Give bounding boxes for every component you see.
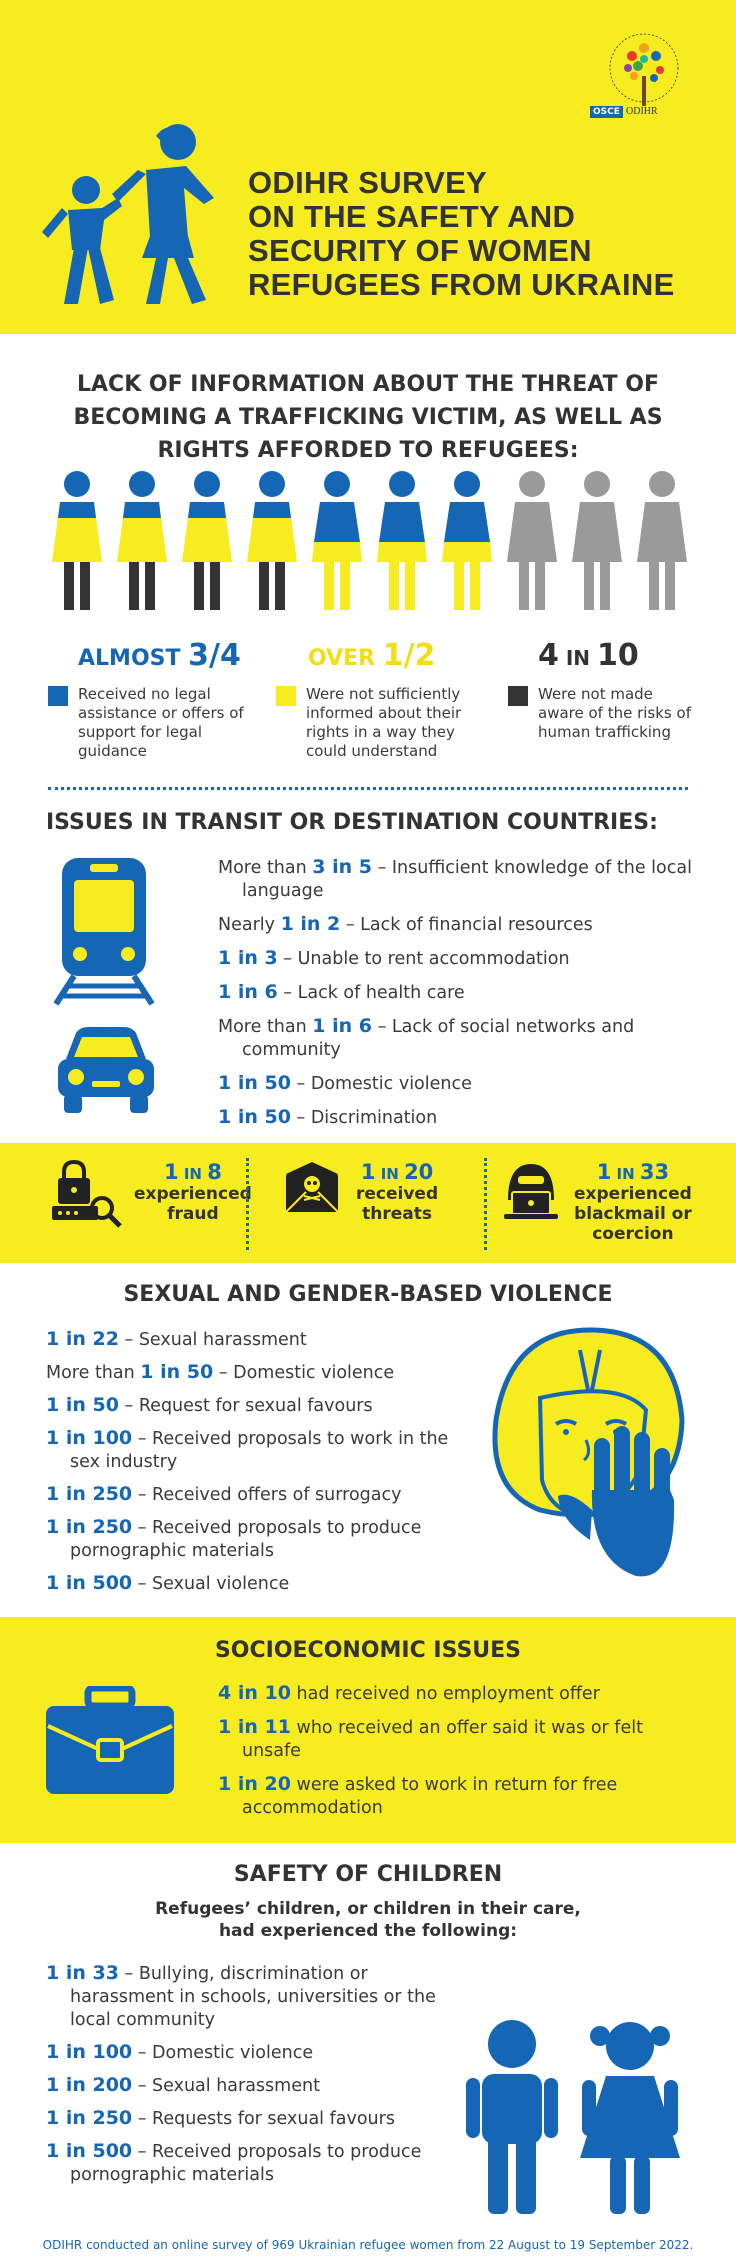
threat-envelope-icon [284, 1160, 340, 1216]
item-text: were asked to work in return for free accommodation [242, 1775, 618, 1818]
stat-description: Were not sufficiently informed about their rights in a way they could understand [306, 685, 462, 760]
woman-stop-hand-icon [470, 1320, 710, 1600]
item-number: 1 in 500 [46, 1572, 133, 1594]
stat-description: Were not made aware of the risks of human trafficking [538, 685, 691, 741]
item-prefix: Nearly [218, 915, 281, 935]
stat-head [48, 638, 258, 673]
children-icon [460, 2018, 700, 2218]
hacker-laptop-icon [502, 1160, 560, 1220]
item-text: – Received proposals to produce pornographic materials [70, 2142, 422, 2185]
list-item [218, 1773, 698, 1820]
list-item [46, 2041, 466, 2065]
band-label: received [356, 1184, 439, 1204]
woman-and-child-walking-icon [38, 118, 238, 308]
list-item [218, 1015, 698, 1062]
band-label: experienced [574, 1184, 692, 1204]
item-number: 1 in 11 [218, 1716, 291, 1738]
item-text: – Unable to rent accommodation [277, 949, 570, 969]
item-number: 1 in 100 [46, 2041, 133, 2063]
item-text: – Sexual harassment [118, 1330, 307, 1350]
list-item [46, 1328, 466, 1352]
legend-square-yellow [276, 686, 296, 706]
stat-almost-three-quarters [48, 638, 258, 761]
list-item [218, 1106, 698, 1130]
train-icon [50, 858, 158, 1008]
stat-head [276, 638, 486, 673]
list-item [46, 1483, 466, 1507]
item-text: – Received proposals to produce pornographic materials [70, 1518, 422, 1561]
children-subtitle [0, 1898, 736, 1942]
list-item [46, 2140, 466, 2187]
band-in: IN [178, 1165, 208, 1183]
item-number: 1 in 6 [218, 981, 278, 1003]
band-num: 20 [404, 1160, 434, 1184]
title-line-3: SECURITY OF WOMEN [248, 233, 592, 268]
stat-prefix-num: 4 [538, 638, 559, 673]
item-number: 1 in 6 [312, 1015, 372, 1037]
band-num: 1 [596, 1160, 612, 1184]
stat-prefix: OVER [308, 646, 383, 671]
sgbv-list [46, 1328, 466, 1605]
item-text: – Lack of social networks and community [242, 1017, 635, 1060]
list-item [46, 1361, 466, 1385]
item-text: – Insufficient knowledge of the local language [242, 858, 692, 901]
footnote: ODIHR conducted an online survey of 969 Ukrainian refugee women from 22 August to 19 September 2022. [42, 2238, 694, 2252]
item-text: had received no employment offer [290, 1684, 600, 1704]
band-item-fraud [50, 1160, 252, 1230]
band-num: 1 [360, 1160, 376, 1184]
list-item [46, 1962, 466, 2032]
item-number: 1 in 250 [46, 2107, 133, 2129]
socio-section-title: SOCIOECONOMIC ISSUES [214, 1638, 522, 1663]
item-prefix: More than [46, 1363, 141, 1383]
title-line-1: ODIHR SURVEY [248, 165, 488, 200]
item-text: – Domestic violence [290, 1074, 472, 1094]
item-text: – Received proposals to work in the sex industry [70, 1429, 449, 1472]
item-text: – Lack of health care [277, 983, 465, 1003]
item-number: 1 in 50 [218, 1072, 291, 1094]
item-text: who received an offer said it was or felt unsafe [242, 1718, 643, 1761]
legend-square-dark [508, 686, 528, 706]
item-number: 1 in 200 [46, 2074, 133, 2096]
list-item [46, 2074, 466, 2098]
item-number: 1 in 250 [46, 1516, 133, 1538]
band-label: experienced [134, 1184, 252, 1204]
stat-value: 1/2 [382, 638, 436, 673]
woman-icon-type-a [52, 471, 297, 610]
osce-logo-label: OSCE [590, 106, 623, 118]
item-number: 1 in 20 [218, 1773, 291, 1795]
info-title-line-3: RIGHTS AFFORDED TO REFUGEES: [157, 438, 579, 463]
item-text: – Bullying, discrimination or harassment in schools, universities or the local community [70, 1964, 436, 2030]
band-num: 1 [163, 1160, 179, 1184]
padlock-magnifier-icon [50, 1160, 122, 1230]
list-item [46, 1427, 466, 1474]
women-proportion-icons [52, 470, 702, 620]
band-label: fraud [167, 1204, 219, 1224]
info-section-title [30, 368, 706, 467]
item-number: 1 in 50 [218, 1106, 291, 1128]
band-item-threats [284, 1160, 438, 1224]
stat-prefix-mid: IN [558, 646, 597, 670]
list-item [46, 1394, 466, 1418]
band-label: coercion [592, 1224, 674, 1244]
item-number: 1 in 250 [46, 1483, 133, 1505]
band-divider [484, 1158, 487, 1250]
title-line-2: ON THE SAFETY AND [248, 199, 576, 234]
item-number: 3 in 5 [312, 856, 372, 878]
woman-icon-type-c [507, 471, 687, 610]
socio-list [218, 1682, 698, 1830]
list-item [218, 856, 698, 903]
title-line-4: REFUGEES FROM UKRAINE [248, 267, 675, 302]
item-number: 1 in 50 [140, 1361, 214, 1383]
list-item [218, 981, 698, 1005]
item-text: – Domestic violence [132, 2043, 314, 2063]
item-text: – Lack of financial resources [340, 915, 593, 935]
item-text: – Sexual violence [132, 1574, 290, 1594]
list-item [218, 1716, 698, 1763]
item-text: – Requests for sexual favours [132, 2109, 395, 2129]
legend-square-blue [48, 686, 68, 706]
item-text: – Discrimination [290, 1108, 438, 1128]
briefcase-icon [44, 1686, 176, 1796]
list-item [46, 1572, 466, 1596]
list-item [218, 1682, 698, 1706]
item-number: 1 in 100 [46, 1427, 133, 1449]
item-number: 1 in 22 [46, 1328, 119, 1350]
children-list [46, 1962, 466, 2196]
transit-issues-list [218, 856, 698, 1140]
sgbv-section-title: SEXUAL AND GENDER-BASED VIOLENCE [123, 1282, 613, 1307]
car-icon [56, 1025, 156, 1117]
item-prefix: More than [218, 1017, 313, 1037]
stat-prefix: ALMOST [78, 646, 189, 671]
band-item-blackmail [502, 1160, 692, 1244]
subtitle-line-1: Refugees’ children, or children in their care, [155, 1899, 581, 1919]
item-number: 1 in 3 [218, 947, 278, 969]
band-in: IN [611, 1165, 640, 1183]
band-num: 33 [639, 1160, 670, 1184]
item-text: – Sexual harassment [132, 2076, 320, 2096]
odihr-logo-label: ODIHR [626, 106, 658, 117]
item-number: 1 in 2 [280, 913, 341, 935]
band-in: IN [375, 1165, 405, 1183]
list-item [218, 1072, 698, 1096]
info-title-line-1: LACK OF INFORMATION ABOUT THE THREAT OF [77, 372, 659, 397]
band-divider [246, 1158, 249, 1250]
stat-value: 10 [596, 638, 639, 673]
stat-over-half [276, 638, 486, 761]
item-number: 1 in 500 [46, 2140, 133, 2162]
children-section-title: SAFETY OF CHILDREN [233, 1862, 503, 1887]
list-item [218, 913, 698, 937]
woman-icon-type-b [312, 471, 492, 610]
band-label: blackmail or [574, 1204, 692, 1224]
list-item [46, 1516, 466, 1563]
item-number: 1 in 33 [46, 1962, 119, 1984]
band-label: threats [362, 1204, 432, 1224]
stat-value: 3/4 [188, 638, 241, 673]
item-text: – Request for sexual favours [118, 1396, 373, 1416]
list-item [46, 2107, 466, 2131]
band-num: 8 [207, 1160, 222, 1184]
subtitle-line-2: had experienced the following: [218, 1921, 518, 1941]
info-title-line-2: BECOMING A TRAFFICKING VICTIM, AS WELL AS [73, 405, 663, 430]
page-title [248, 166, 675, 302]
stat-four-in-ten [508, 638, 698, 742]
stat-description: Received no legal assistance or offers of support for legal guidance [78, 685, 244, 760]
dotted-divider [48, 787, 688, 790]
item-number: 1 in 50 [46, 1394, 119, 1416]
list-item [218, 947, 698, 971]
item-number: 4 in 10 [218, 1682, 291, 1704]
item-text: – Received offers of surrogacy [132, 1485, 402, 1505]
stat-head [508, 638, 698, 673]
transit-section-title: ISSUES IN TRANSIT OR DESTINATION COUNTRIES: [46, 810, 658, 835]
item-prefix: More than [218, 858, 313, 878]
item-text: – Domestic violence [213, 1363, 395, 1383]
